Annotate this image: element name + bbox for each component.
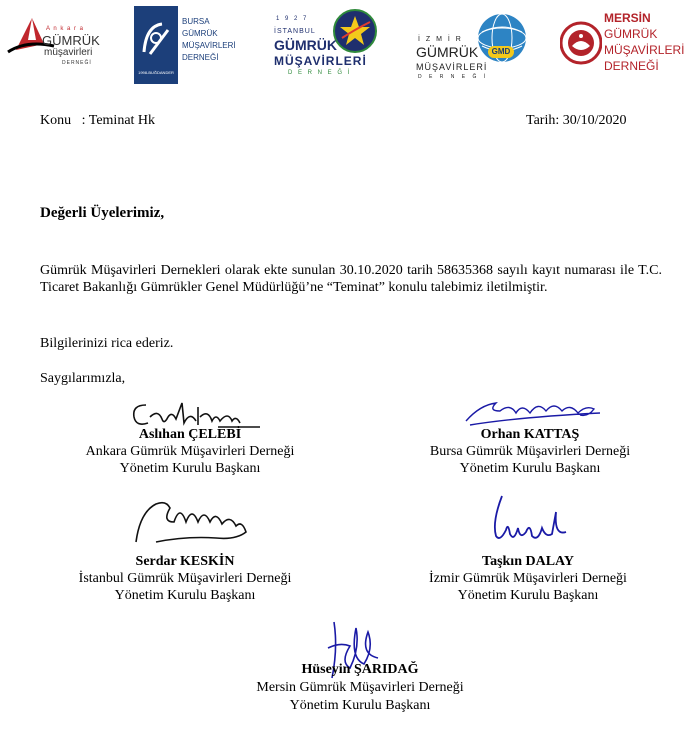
mersin-logo-line-2: GÜMRÜK (604, 27, 658, 41)
handwritten-signature-izmir (482, 492, 582, 552)
ankara-logo-city: A n k a r a (46, 26, 85, 32)
mersin-logo-line-1: MERSİN (604, 11, 651, 25)
handwritten-signature-bursa (460, 395, 610, 429)
signatory-name-bursa: Orhan KATTAŞ (480, 427, 580, 442)
bursa-logo-line-4: DERNEĞİ (182, 53, 219, 62)
bursa-logo-line-2: GÜMRÜK (182, 29, 218, 38)
istanbul-association-logo (270, 6, 382, 86)
info-line: Bilgilerinizi rica ederiz. (40, 336, 174, 351)
bursa-association-logo (134, 6, 234, 86)
signature-block-istanbul (40, 492, 360, 607)
logo-header (0, 0, 698, 95)
signatory-org-ankara: Ankara Gümrük Müşavirleri Derneği (85, 444, 295, 459)
izmir-association-logo (414, 6, 534, 86)
izmir-logo-gumruk: GÜMRÜK (416, 44, 479, 60)
istanbul-logo-year: 1 9 2 7 (276, 16, 309, 22)
izmir-logo-musavirleri: MÜŞAVİRLERİ (416, 62, 488, 72)
signatory-title-mersin: Yönetim Kurulu Başkanı (289, 698, 431, 713)
signatory-name-mersin: Hüseyin ŞARIDAĞ (301, 662, 419, 677)
ankara-association-logo (6, 12, 106, 72)
signature-block-izmir (400, 492, 698, 607)
signatory-org-istanbul: İstanbul Gümrük Müşavirleri Derneği (78, 571, 292, 586)
bursa-logo-text (182, 16, 236, 64)
izmir-gmd-badge (488, 46, 514, 58)
closing-line: Saygılarımızla, (40, 371, 126, 386)
ankara-logo-musavirleri: müşavirleri (44, 47, 93, 58)
letter-date: Tarih: 30/10/2020 (526, 113, 627, 128)
mersin-association-logo (560, 6, 696, 86)
signatory-title-ankara: Yönetim Kurulu Başkanı (119, 461, 261, 476)
istanbul-logo-city: İSTANBUL (274, 28, 316, 35)
istanbul-logo-musavirleri: MÜŞAVİRLERİ (274, 54, 367, 68)
handwritten-signature-istanbul (126, 492, 256, 552)
handwritten-signature-ankara (128, 397, 268, 431)
bursa-logo-line-3: MÜŞAVİRLERİ (182, 41, 236, 50)
signatory-name-istanbul: Serdar KESKİN (135, 554, 235, 569)
mersin-logo-line-4: DERNEĞİ (604, 59, 659, 73)
signatory-name-izmir: Taşkın DALAY (482, 554, 574, 569)
signatory-title-istanbul: Yönetim Kurulu Başkanı (114, 588, 256, 603)
bursa-emblem (134, 6, 178, 84)
signature-block-mersin (200, 618, 520, 730)
letter-paragraph: Gümrük Müşavirleri Dernekleri olarak ekte sunulan 30.10.2020 tarih 58635368 sayılı kayıt numarası ile T.C. Ticaret Bakanlığı Gümrükler Genel Müdürlüğü’ne “Teminat” konulu talebimiz iletilmiştir. (40, 263, 662, 295)
izmir-gmd-badge-text: GMD (491, 47, 511, 56)
istanbul-logo-gumruk: GÜMRÜK (274, 37, 337, 53)
ankara-logo-gumruk: GÜMRÜK (42, 33, 100, 48)
signatory-name-ankara: Aslıhan ÇELEBİ (138, 427, 242, 442)
signatory-org-bursa: Bursa Gümrük Müşavirleri Derneği (429, 444, 631, 459)
izmir-logo-dernegi: D E R N E Ğ İ (418, 74, 489, 80)
mersin-logo-text (604, 10, 684, 74)
istanbul-logo-dernegi: D E R N E Ğ İ (288, 70, 352, 76)
mersin-logo-line-3: MÜŞAVİRLERİ (604, 43, 685, 57)
mersin-seal-icon (560, 6, 602, 80)
signatory-title-izmir: Yönetim Kurulu Başkanı (457, 588, 599, 603)
signature-block-ankara (40, 395, 340, 485)
ankara-logo-dernegi: DERNEĞİ (62, 60, 92, 66)
salutation: Değerli Üyelerimiz, (40, 205, 165, 221)
signatory-title-bursa: Yönetim Kurulu Başkanı (459, 461, 601, 476)
bursa-logo-year: 1998-BUĞDANDER (138, 70, 174, 75)
bursa-emblem-icon (140, 20, 172, 56)
bursa-logo-line-1: BURSA (182, 17, 210, 26)
subject-line: Konu : Teminat Hk (40, 113, 156, 128)
signatory-org-izmir: İzmir Gümrük Müşavirleri Derneği (429, 571, 627, 586)
izmir-logo-city: İ Z M İ R (418, 36, 463, 43)
signatory-org-mersin: Mersin Gümrük Müşavirleri Derneği (256, 680, 464, 695)
istanbul-star-emblem-icon (332, 8, 378, 54)
signature-block-bursa (400, 395, 698, 485)
